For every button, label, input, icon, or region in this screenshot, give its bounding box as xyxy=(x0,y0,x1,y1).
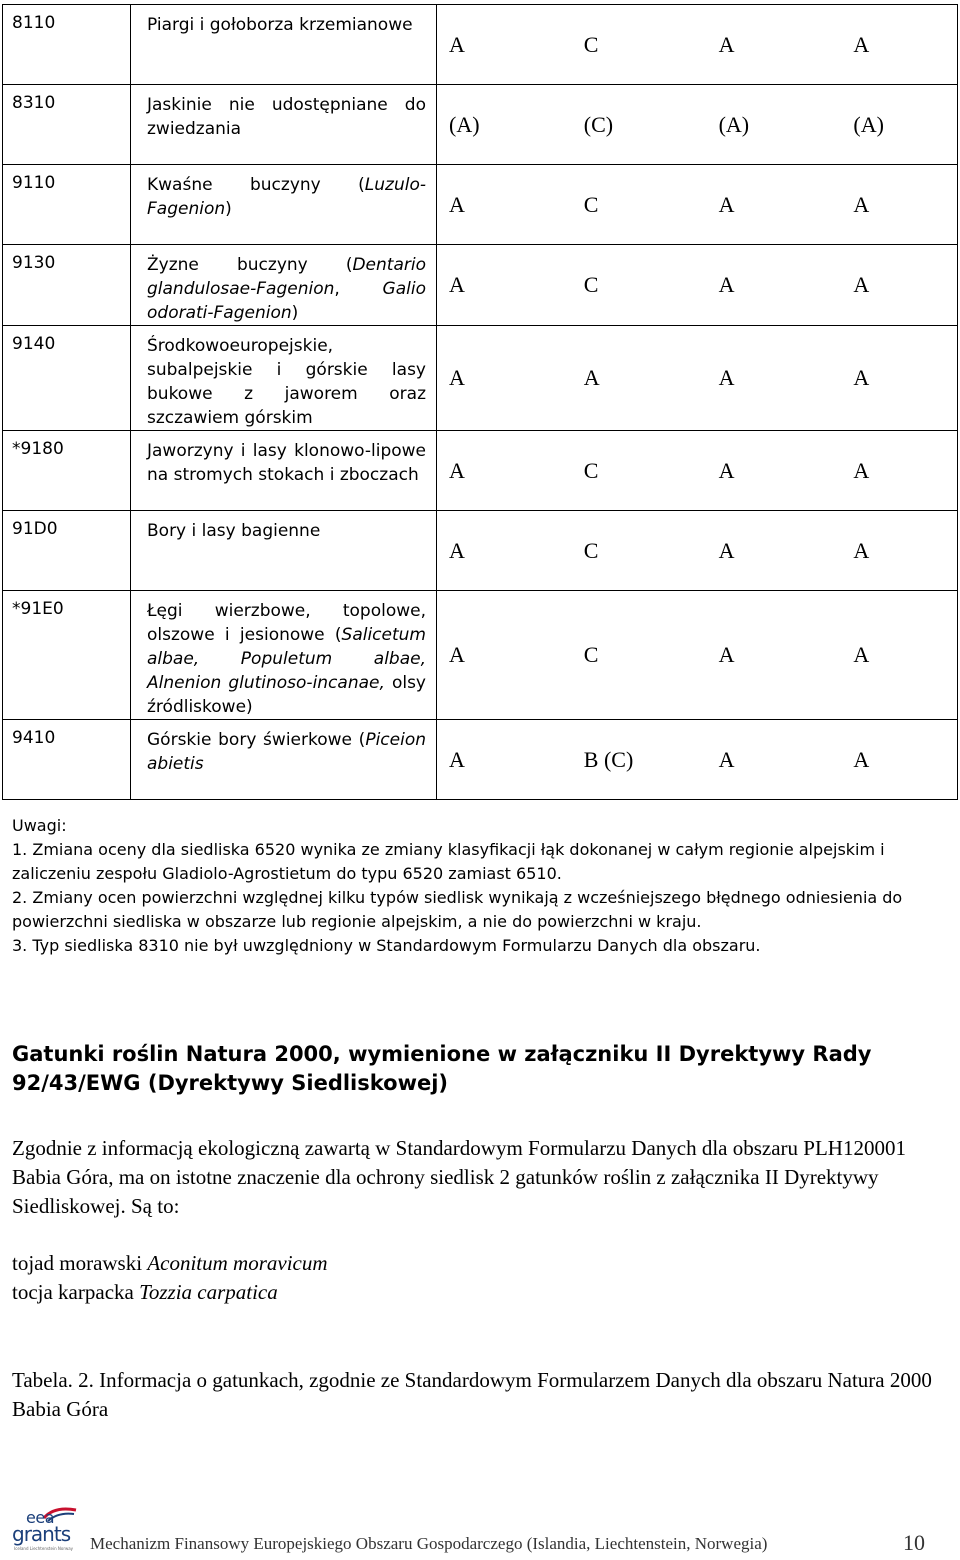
table-row xyxy=(3,511,958,591)
habitat-name-part: Luzulo-Fagenion xyxy=(147,175,426,219)
eea-grants-logo xyxy=(12,1506,82,1552)
table-caption: Tabela. 2. Informacja o gatunkach, zgodnie ze Standardowym Formularzem Danych dla obszaru Natura 2000 Babia Góra xyxy=(12,1368,932,1421)
habitat-name xyxy=(131,165,437,245)
habitat-code: *9180 xyxy=(3,431,131,511)
table-row xyxy=(3,431,958,511)
assessment-value: C xyxy=(583,537,599,563)
assessment-value: C xyxy=(583,457,599,483)
section-title: Gatunki roślin Natura 2000, wymienione w załączniku II Dyrektywy Rady 92/43/EWG (Dyrektywy Siedliskowej) xyxy=(12,1042,872,1095)
table-row xyxy=(3,165,958,245)
assessment-value: (A) xyxy=(449,111,480,137)
habitat-table xyxy=(2,4,958,800)
habitat-name-part: , xyxy=(334,279,383,299)
assessment-value: A xyxy=(853,31,870,57)
habitat-code: *91E0 xyxy=(3,591,131,720)
habitat-name-part: Kwaśne buczyny ( xyxy=(147,175,365,195)
logo-eea-text: eea xyxy=(26,1508,54,1527)
assessment-value: A xyxy=(583,365,600,390)
assessment-value: A xyxy=(449,191,465,217)
habitat-name-part: Jaskinie nie udostępniane do zwiedzania xyxy=(147,95,426,139)
assessment-values xyxy=(437,85,958,165)
habitat-name xyxy=(131,85,437,165)
habitat-code: 8310 xyxy=(3,85,131,165)
assessment-value: A xyxy=(449,642,465,667)
assessment-value: A xyxy=(853,191,870,217)
habitat-name-part: Środkowoeuropejskie, subalpejskie i górskie lasy bukowe z jaworem oraz szczawiem górskim xyxy=(147,336,426,428)
assessment-value: A xyxy=(718,272,735,297)
assessment-value: C xyxy=(583,31,599,57)
assessment-value: A xyxy=(718,537,735,563)
habitat-code: 9130 xyxy=(3,245,131,326)
assessment-values xyxy=(437,720,958,800)
assessment-value: A xyxy=(449,746,465,772)
habitat-name-part: Dentario glandulosae-Fagenion xyxy=(147,255,426,299)
table-row xyxy=(3,85,958,165)
assessment-value: (A) xyxy=(718,111,750,137)
species-list xyxy=(12,1249,912,1307)
habitat-name xyxy=(131,511,437,591)
habitat-name-part: Żyzne buczyny ( xyxy=(147,255,353,275)
habitat-name xyxy=(131,720,437,800)
note-item: 1. Zmiana oceny dla siedliska 6520 wynika ze zmiany klasyfikacji łąk dokonanej w całym regionie alpejskim i zaliczeniu zespołu Gladiolo-Agrostietum do typu 6520 zamiast 6510. xyxy=(12,840,885,883)
assessment-values xyxy=(437,5,958,85)
assessment-value: A xyxy=(853,537,870,563)
assessment-value: A xyxy=(449,457,465,483)
species-latin-name: Tozzia carpatica xyxy=(139,1280,278,1304)
habitat-name-part: Piceion abietis xyxy=(147,730,426,774)
table-row xyxy=(3,591,958,720)
habitat-name-part: Bory i lasy bagienne xyxy=(147,521,321,541)
assessment-value: A xyxy=(449,365,465,390)
assessment-value: A xyxy=(718,746,735,772)
habitat-name xyxy=(131,591,437,720)
assessment-value: C xyxy=(583,642,599,667)
species-latin-name: Aconitum moravicum xyxy=(147,1251,328,1275)
assessment-value: B (C) xyxy=(583,746,634,772)
habitat-name-part: Salicetum albae, Populetum albae, Alnenion glutinoso-incanae, xyxy=(147,625,426,693)
habitat-code: 8110 xyxy=(3,5,131,85)
habitat-code: 9110 xyxy=(3,165,131,245)
habitat-code: 9410 xyxy=(3,720,131,800)
assessment-value: A xyxy=(853,457,870,483)
species-item xyxy=(12,1278,912,1307)
assessment-values xyxy=(437,431,958,511)
habitat-name-part: Jaworzyny i lasy klonowo-lipowe na stromych stokach i zboczach xyxy=(147,441,426,485)
assessment-values xyxy=(437,591,958,720)
assessment-value: A xyxy=(449,537,465,563)
assessment-value: A xyxy=(718,31,735,57)
habitat-code: 9140 xyxy=(3,326,131,431)
assessment-values xyxy=(437,165,958,245)
table-row xyxy=(3,245,958,326)
assessment-value: A xyxy=(449,272,465,297)
habitat-name xyxy=(131,326,437,431)
assessment-value: C xyxy=(583,191,599,217)
assessment-value: A xyxy=(853,746,870,772)
assessment-value: (C) xyxy=(583,111,614,137)
habitat-code: 91D0 xyxy=(3,511,131,591)
assessment-value: A xyxy=(449,31,465,57)
assessment-value: (A) xyxy=(853,111,884,137)
assessment-values xyxy=(437,245,958,326)
table-row xyxy=(3,720,958,800)
assessment-values xyxy=(437,326,958,431)
habitat-name xyxy=(131,245,437,326)
habitat-name-part: ) xyxy=(291,303,299,323)
table-row xyxy=(3,326,958,431)
assessment-value: A xyxy=(718,457,735,483)
note-item: 2. Zmiany ocen powierzchni względnej kilku typów siedlisk wynikają z wcześniejszego błędnego odniesienia do powierzchni siedliska w obszarze lub regionie alpejskim, a nie do powierzchni w kraju. xyxy=(12,888,903,931)
habitat-name xyxy=(131,431,437,511)
assessment-values xyxy=(437,511,958,591)
note-item: 3. Typ siedliska 8310 nie był uwzględniony w Standardowym Formularzu Danych dla obszaru. xyxy=(12,936,761,955)
assessment-value: A xyxy=(718,191,735,217)
habitat-name-part: Piargi i gołoborza krzemianowe xyxy=(147,15,413,35)
species-item xyxy=(12,1249,912,1278)
section-paragraph: Zgodnie z informacją ekologiczną zawartą w Standardowym Formularzu Danych dla obszaru PLH120001 Babia Góra, ma on istotne znaczenie dla ochrony siedlisk 2 gatunków roślin z załącznika II Dyrektywy Siedliskowej. Są to: xyxy=(12,1136,906,1218)
species-common-name: tojad morawski xyxy=(12,1251,148,1275)
logo-grants-text: grants xyxy=(12,1522,71,1546)
species-common-name: tocja karpacka xyxy=(12,1280,140,1304)
habitat-name-part: ) xyxy=(225,199,232,219)
notes-heading: Uwagi: xyxy=(12,816,67,835)
habitat-name xyxy=(131,5,437,85)
table-row xyxy=(3,5,958,85)
assessment-value: A xyxy=(718,642,735,667)
assessment-value: A xyxy=(853,642,870,667)
notes-block xyxy=(12,814,942,958)
footer-text: Mechanizm Finansowy Europejskiego Obszaru Gospodarczego (Islandia, Liechtenstein, Norwegia) xyxy=(90,1534,768,1553)
assessment-value: A xyxy=(853,365,870,390)
logo-small-text: Iceland Liechtenstein Norway xyxy=(14,1546,74,1551)
habitat-name-part: Łęgi wierzbowe, topolowe, olszowe i jesionowe ( xyxy=(147,601,426,645)
assessment-value: A xyxy=(718,365,735,390)
habitat-name-part: Galio odorati-Fagenion xyxy=(147,279,426,323)
habitat-name-part: Górskie bory świerkowe ( xyxy=(147,730,366,750)
habitat-name-part: olsy źródliskowe) xyxy=(147,673,426,717)
assessment-value: A xyxy=(853,272,870,297)
assessment-value: C xyxy=(583,272,599,297)
page-number: 10 xyxy=(903,1530,925,1555)
